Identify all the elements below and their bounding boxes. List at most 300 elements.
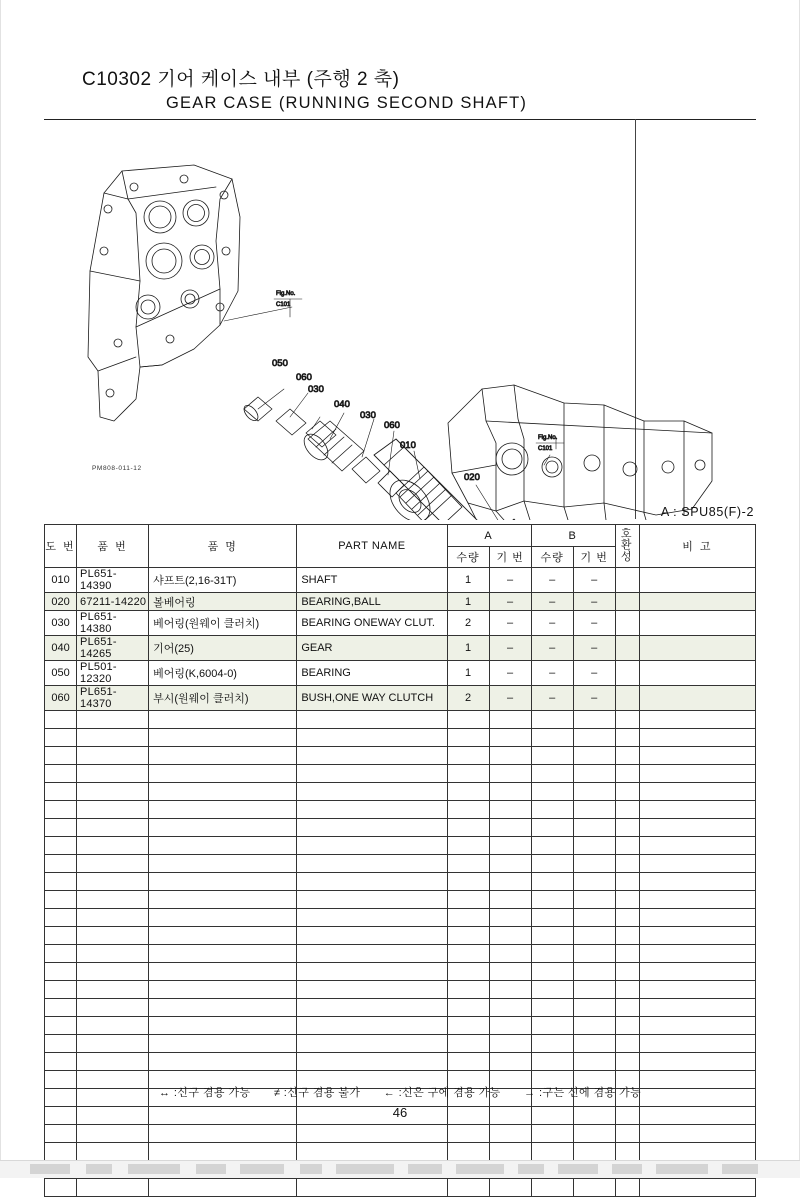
table-empty-row	[45, 1053, 756, 1071]
empty-cell	[77, 837, 149, 855]
table-row[interactable]	[45, 636, 756, 661]
empty-cell	[489, 729, 531, 747]
empty-cell	[149, 1143, 297, 1161]
header-pummyeong: 품 명	[149, 525, 297, 568]
cell-kibeon-a: –	[489, 636, 531, 661]
empty-cell	[531, 963, 573, 981]
empty-cell	[77, 729, 149, 747]
empty-cell	[297, 999, 447, 1017]
empty-cell	[573, 765, 615, 783]
cell-bigo	[639, 568, 755, 593]
table-empty-row	[45, 945, 756, 963]
empty-cell	[447, 1035, 489, 1053]
cell-qty-a: 1	[447, 661, 489, 686]
empty-cell	[77, 945, 149, 963]
empty-cell	[615, 783, 639, 801]
empty-cell	[531, 837, 573, 855]
empty-cell	[489, 837, 531, 855]
empty-cell	[447, 711, 489, 729]
empty-cell	[149, 999, 297, 1017]
empty-cell	[297, 837, 447, 855]
empty-cell	[615, 945, 639, 963]
diagram-svg	[44, 121, 756, 520]
cell-qty-b: –	[531, 593, 573, 611]
cell-pummyeong: 부시(원웨이 클러치)	[149, 686, 297, 711]
cell-pumbeon: PL651-14380	[77, 611, 149, 636]
empty-cell	[573, 819, 615, 837]
empty-cell	[489, 945, 531, 963]
empty-cell	[45, 981, 77, 999]
empty-cell	[149, 855, 297, 873]
cell-bigo	[639, 661, 755, 686]
table-empty-row	[45, 729, 756, 747]
empty-cell	[77, 1017, 149, 1035]
cell-compatibility	[615, 568, 639, 593]
empty-cell	[77, 1035, 149, 1053]
header-qty-a: 수량	[447, 547, 489, 568]
table-empty-row	[45, 1143, 756, 1161]
empty-cell	[149, 927, 297, 945]
page-number: 46	[392, 1105, 408, 1120]
empty-cell	[297, 945, 447, 963]
cell-pummyeong: 베어링(K,6004-0)	[149, 661, 297, 686]
empty-cell	[573, 711, 615, 729]
empty-cell	[615, 819, 639, 837]
cell-kibeon-b: –	[573, 593, 615, 611]
empty-cell	[297, 981, 447, 999]
empty-cell	[149, 729, 297, 747]
cell-qty-b: –	[531, 636, 573, 661]
empty-cell	[297, 927, 447, 945]
empty-cell	[297, 891, 447, 909]
empty-cell	[447, 1017, 489, 1035]
empty-cell	[489, 963, 531, 981]
empty-cell	[77, 801, 149, 819]
legend-item-3: → :구는 신에 겸용 가능	[524, 1087, 641, 1099]
empty-cell	[149, 1035, 297, 1053]
empty-cell	[573, 1179, 615, 1197]
empty-cell	[531, 819, 573, 837]
legend-item-1: ≠ :신구 겸용 불가	[273, 1087, 361, 1099]
empty-cell	[615, 765, 639, 783]
empty-cell	[615, 909, 639, 927]
empty-cell	[447, 963, 489, 981]
cell-qty-a: 2	[447, 611, 489, 636]
cell-kibeon-a: –	[489, 593, 531, 611]
cell-partname: BEARING ONEWAY CLUT.	[297, 611, 447, 636]
empty-cell	[489, 927, 531, 945]
legend-item-0: ↔ :신구 겸용 가능	[159, 1087, 251, 1099]
empty-cell	[447, 819, 489, 837]
empty-cell	[45, 765, 77, 783]
empty-cell	[149, 945, 297, 963]
empty-cell	[447, 1143, 489, 1161]
cell-dobeon: 020	[45, 593, 77, 611]
empty-cell	[615, 711, 639, 729]
empty-cell	[45, 747, 77, 765]
empty-cell	[639, 783, 755, 801]
cell-qty-a: 1	[447, 593, 489, 611]
empty-cell	[447, 1125, 489, 1143]
header-kibeon-a: 기 번	[489, 547, 531, 568]
cell-kibeon-a: –	[489, 568, 531, 593]
cell-bigo	[639, 593, 755, 611]
empty-cell	[489, 1017, 531, 1035]
cell-dobeon: 030	[45, 611, 77, 636]
scan-artifact-strip	[0, 1160, 800, 1178]
empty-cell	[531, 927, 573, 945]
empty-cell	[615, 837, 639, 855]
table-empty-row	[45, 1017, 756, 1035]
empty-cell	[149, 747, 297, 765]
empty-cell	[297, 909, 447, 927]
table-empty-row	[45, 981, 756, 999]
empty-cell	[297, 801, 447, 819]
empty-cell	[573, 1017, 615, 1035]
cell-pummyeong: 기어(25)	[149, 636, 297, 661]
empty-cell	[447, 1179, 489, 1197]
cell-pumbeon: PL651-14370	[77, 686, 149, 711]
empty-cell	[77, 765, 149, 783]
empty-cell	[573, 963, 615, 981]
empty-cell	[77, 963, 149, 981]
empty-cell	[573, 855, 615, 873]
page-title-korean: C10302 기어 케이스 내부 (주행 2 축)	[82, 69, 400, 90]
empty-cell	[531, 1125, 573, 1143]
shaft-assembly	[241, 397, 527, 520]
table-empty-row	[45, 765, 756, 783]
empty-cell	[531, 1035, 573, 1053]
empty-cell	[45, 1035, 77, 1053]
empty-cell	[149, 765, 297, 783]
empty-cell	[77, 891, 149, 909]
svg-text:040: 040	[334, 399, 350, 410]
header-bigo: 비 고	[639, 525, 755, 568]
empty-cell	[447, 837, 489, 855]
empty-cell	[573, 1125, 615, 1143]
empty-cell	[297, 855, 447, 873]
table-row[interactable]	[45, 568, 756, 593]
empty-cell	[297, 873, 447, 891]
empty-cell	[489, 801, 531, 819]
empty-cell	[489, 819, 531, 837]
svg-text:020: 020	[464, 472, 480, 483]
cell-qty-a: 1	[447, 636, 489, 661]
empty-cell	[447, 909, 489, 927]
empty-cell	[149, 1053, 297, 1071]
empty-cell	[489, 873, 531, 891]
cell-kibeon-a: –	[489, 611, 531, 636]
cell-compatibility	[615, 611, 639, 636]
empty-cell	[639, 909, 755, 927]
empty-cell	[489, 1053, 531, 1071]
empty-cell	[531, 747, 573, 765]
drawing-code: PM808-011-12	[92, 465, 142, 472]
empty-cell	[77, 981, 149, 999]
empty-cell	[447, 981, 489, 999]
svg-text:Fig.No.: Fig.No.	[276, 291, 296, 297]
empty-cell	[45, 873, 77, 891]
cell-bigo	[639, 636, 755, 661]
empty-cell	[297, 747, 447, 765]
cell-compatibility	[615, 661, 639, 686]
empty-cell	[573, 783, 615, 801]
empty-cell	[297, 1035, 447, 1053]
cell-partname: GEAR	[297, 636, 447, 661]
empty-cell	[149, 783, 297, 801]
empty-cell	[489, 981, 531, 999]
empty-cell	[531, 855, 573, 873]
empty-cell	[573, 891, 615, 909]
empty-cell	[615, 1053, 639, 1071]
header-compatibility	[615, 525, 639, 568]
cell-compatibility	[615, 686, 639, 711]
cell-dobeon: 010	[45, 568, 77, 593]
cell-partname: BEARING	[297, 661, 447, 686]
empty-cell	[573, 999, 615, 1017]
empty-cell	[573, 729, 615, 747]
empty-cell	[531, 801, 573, 819]
empty-cell	[77, 909, 149, 927]
empty-cell	[45, 837, 77, 855]
table-empty-row	[45, 1125, 756, 1143]
empty-cell	[297, 765, 447, 783]
empty-cell	[615, 891, 639, 909]
empty-cell	[149, 891, 297, 909]
cell-kibeon-b: –	[573, 636, 615, 661]
table-row[interactable]	[45, 593, 756, 611]
empty-cell	[45, 909, 77, 927]
empty-cell	[531, 999, 573, 1017]
empty-cell	[615, 1143, 639, 1161]
empty-cell	[489, 1179, 531, 1197]
empty-cell	[489, 1125, 531, 1143]
empty-cell	[149, 963, 297, 981]
empty-cell	[639, 747, 755, 765]
empty-cell	[45, 819, 77, 837]
table-empty-row	[45, 963, 756, 981]
page-header	[44, 64, 756, 113]
empty-cell	[573, 927, 615, 945]
empty-cell	[489, 999, 531, 1017]
header-divider	[44, 119, 756, 120]
header-kibeon-b: 기 번	[573, 547, 615, 568]
svg-text:050: 050	[272, 358, 288, 369]
empty-cell	[489, 1035, 531, 1053]
cell-pummyeong: 볼베어링	[149, 593, 297, 611]
cell-kibeon-a: –	[489, 661, 531, 686]
header-dobeon: 도 번	[45, 525, 77, 568]
empty-cell	[573, 1035, 615, 1053]
empty-cell	[45, 1017, 77, 1035]
empty-cell	[77, 873, 149, 891]
empty-cell	[573, 1143, 615, 1161]
header-compatibility-l2: 환	[620, 539, 634, 552]
cell-pumbeon: PL651-14390	[77, 568, 149, 593]
empty-cell	[531, 873, 573, 891]
legend-item-2: ← :신은 구에 겸용 가능	[383, 1087, 501, 1099]
cell-qty-b: –	[531, 611, 573, 636]
empty-cell	[615, 1179, 639, 1197]
empty-cell	[297, 819, 447, 837]
empty-cell	[45, 945, 77, 963]
table-empty-row	[45, 747, 756, 765]
empty-cell	[447, 729, 489, 747]
empty-cell	[615, 981, 639, 999]
empty-cell	[45, 999, 77, 1017]
empty-cell	[531, 711, 573, 729]
table-empty-row	[45, 909, 756, 927]
cell-qty-a: 2	[447, 686, 489, 711]
empty-cell	[639, 1017, 755, 1035]
empty-cell	[639, 1035, 755, 1053]
header-group-b: B	[531, 525, 615, 547]
empty-cell	[639, 1125, 755, 1143]
empty-cell	[45, 729, 77, 747]
cell-bigo	[639, 611, 755, 636]
empty-cell	[615, 747, 639, 765]
empty-cell	[45, 1053, 77, 1071]
cell-qty-b: –	[531, 686, 573, 711]
empty-cell	[447, 1053, 489, 1071]
cell-compatibility	[615, 636, 639, 661]
empty-cell	[297, 1125, 447, 1143]
empty-cell	[531, 765, 573, 783]
variant-label: A : SPU85(F)-2	[660, 505, 754, 519]
header-compatibility-l1: 호	[620, 527, 634, 540]
empty-cell	[149, 1017, 297, 1035]
empty-cell	[77, 999, 149, 1017]
empty-cell	[297, 729, 447, 747]
svg-text:C101: C101	[538, 446, 553, 452]
table-empty-row	[45, 801, 756, 819]
cell-pumbeon: PL651-14265	[77, 636, 149, 661]
legend-row	[44, 1084, 756, 1100]
empty-cell	[615, 873, 639, 891]
empty-cell	[447, 765, 489, 783]
empty-cell	[531, 981, 573, 999]
empty-cell	[149, 801, 297, 819]
empty-cell	[531, 783, 573, 801]
svg-text:060: 060	[384, 420, 400, 431]
empty-cell	[615, 729, 639, 747]
header-qty-b: 수량	[531, 547, 573, 568]
empty-cell	[573, 945, 615, 963]
empty-cell	[297, 1053, 447, 1071]
empty-cell	[639, 729, 755, 747]
empty-cell	[45, 1143, 77, 1161]
cell-partname: BUSH,ONE WAY CLUTCH	[297, 686, 447, 711]
cell-dobeon: 060	[45, 686, 77, 711]
empty-cell	[447, 855, 489, 873]
empty-cell	[297, 783, 447, 801]
svg-text:C101: C101	[276, 302, 291, 308]
table-empty-row	[45, 1035, 756, 1053]
table-empty-row	[45, 855, 756, 873]
header-group-a: A	[447, 525, 531, 547]
empty-cell	[77, 927, 149, 945]
table-empty-row	[45, 783, 756, 801]
svg-text:030: 030	[308, 384, 324, 395]
table-empty-row	[45, 999, 756, 1017]
empty-cell	[639, 999, 755, 1017]
cell-kibeon-a: –	[489, 686, 531, 711]
svg-text:060: 060	[296, 372, 312, 383]
empty-cell	[45, 1179, 77, 1197]
header-pumbeon: 품 번	[77, 525, 149, 568]
empty-cell	[45, 711, 77, 729]
empty-cell	[639, 711, 755, 729]
gear-case-housing-left	[88, 165, 240, 421]
empty-cell	[639, 945, 755, 963]
empty-cell	[447, 945, 489, 963]
table-row[interactable]	[45, 611, 756, 636]
empty-cell	[639, 873, 755, 891]
empty-cell	[149, 1179, 297, 1197]
svg-text:030: 030	[360, 410, 376, 421]
empty-cell	[447, 801, 489, 819]
empty-cell	[77, 1125, 149, 1143]
svg-text:010: 010	[400, 440, 416, 451]
empty-cell	[45, 855, 77, 873]
empty-cell	[639, 1143, 755, 1161]
empty-cell	[573, 909, 615, 927]
table-empty-row	[45, 873, 756, 891]
empty-cell	[573, 981, 615, 999]
empty-cell	[77, 711, 149, 729]
empty-cell	[615, 1125, 639, 1143]
table-empty-row	[45, 711, 756, 729]
table-row[interactable]	[45, 686, 756, 711]
empty-cell	[447, 927, 489, 945]
cell-partname: BEARING,BALL	[297, 593, 447, 611]
empty-cell	[573, 873, 615, 891]
empty-cell	[639, 981, 755, 999]
empty-cell	[639, 819, 755, 837]
empty-cell	[447, 873, 489, 891]
empty-cell	[531, 909, 573, 927]
empty-cell	[489, 765, 531, 783]
empty-cell	[77, 819, 149, 837]
empty-cell	[639, 801, 755, 819]
empty-cell	[77, 1143, 149, 1161]
cell-qty-b: –	[531, 568, 573, 593]
empty-cell	[639, 1053, 755, 1071]
empty-cell	[77, 1053, 149, 1071]
empty-cell	[615, 927, 639, 945]
empty-cell	[45, 891, 77, 909]
empty-cell	[615, 1017, 639, 1035]
cell-pummyeong: 샤프트(2,16-31T)	[149, 568, 297, 593]
table-row[interactable]	[45, 661, 756, 686]
page-edge-left	[0, 0, 1, 1177]
header-compatibility-l3: 성	[620, 550, 634, 563]
table-empty-row	[45, 837, 756, 855]
empty-cell	[531, 1143, 573, 1161]
empty-cell	[297, 963, 447, 981]
cell-kibeon-b: –	[573, 661, 615, 686]
empty-cell	[531, 1179, 573, 1197]
empty-cell	[447, 999, 489, 1017]
empty-cell	[531, 1053, 573, 1071]
table-header-row-1	[45, 525, 756, 547]
empty-cell	[531, 891, 573, 909]
cell-partname: SHAFT	[297, 568, 447, 593]
exploded-parts-diagram	[44, 121, 756, 520]
empty-cell	[639, 837, 755, 855]
empty-cell	[297, 1017, 447, 1035]
empty-cell	[615, 999, 639, 1017]
